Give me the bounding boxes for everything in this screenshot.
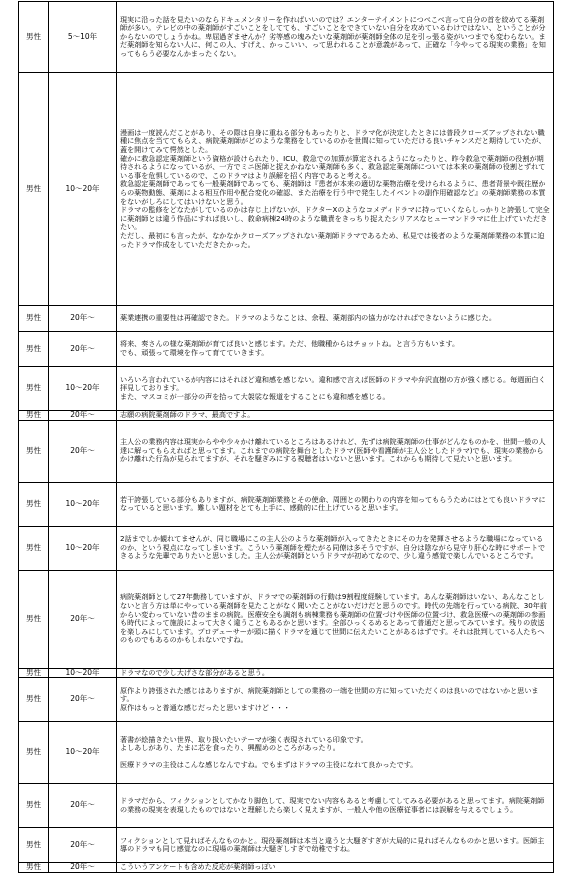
comment-paragraph: ただし、最初にも言ったが、なかなかクローズアップされない薬剤師ドラマであるため、私見では後者のような薬剤師業務の本質に迫ったドラマ作成をしていただきたかった。 (120, 230, 545, 249)
comment-text (117, 526, 554, 570)
comment-text (117, 784, 554, 828)
years-of-experience: 20年～ (49, 678, 117, 722)
comment-paragraph: ドラマだから、フィクションとしてかなり脚色して、現実でない内容もあると考慮してしてみる必要があると思ってます。病院薬剤師の業務の現実を表現したものではないと理解したら楽しく見えますが、一般人や他の医療従事者には誤解を与えるでしょう。 (120, 796, 545, 814)
comment-paragraph: 将来、奏さんの様な薬剤師が育てば良いと感じます。ただ、他職種からはチョットね。と言う方もいます。 (120, 339, 460, 349)
years-of-experience: 10～20年 (49, 722, 117, 784)
respondent-gender: 男性 (19, 784, 49, 828)
respondent-gender: 男性 (19, 678, 49, 722)
comment-text (117, 411, 554, 421)
years-of-experience: 20年～ (49, 863, 117, 873)
respondent-gender: 男性 (19, 2, 49, 73)
comment-paragraph: こういうアンケートも含めた反応が薬剤師っぽい (120, 862, 276, 872)
respondent-gender: 男性 (19, 482, 49, 526)
comment-paragraph: 漫画は一度読んだことがあり、その際は自身に重ねる部分もあったりと、ドラマ化が決定したときには普段クローズアップされない職種に焦点を当ててもらえ、病院薬剤師がどのような業務をしているのかを世間に知っていただける良いチャンスだと期待していたが、蓋を開けてみて愕然とした。 (120, 127, 546, 155)
years-of-experience: 10～20年 (49, 482, 117, 526)
table-row (19, 863, 554, 873)
comment-text (117, 2, 554, 73)
years-of-experience: 10～20年 (49, 668, 117, 678)
comment-paragraph: 著書が絵描きたい世界、取り扱いたいテーマが強く表現されている印象です。 (120, 734, 368, 744)
respondent-gender: 男性 (19, 828, 49, 863)
comment-paragraph: 原作はもっと普通な感じだったと思いますけど・・・ (120, 702, 291, 712)
comment-paragraph: 2話までしか観れてませんが、同じ職場にこの主人公のような薬剤師が入ってきたときにその力を発揮させるような職場になっているのか、という視点になってしまいます。こういう薬剤師を煙たがる同僚は多そうですが、自分は陰ながら見守り肝心な時にサポートできるような先輩でありたいと思いました。主人公が薬剤師というドラマが初めてなので、少し違う感覚で楽しんでいるところです。 (120, 534, 546, 561)
years-of-experience: 20年～ (49, 420, 117, 482)
comment-text (117, 367, 554, 411)
comment-paragraph: ドラマの監修をどなたがしているのかは存じ上げないが、ドクターXのようなコメディドラマに持っていくならしっかりと誇張して完全に薬剤師とは違う作品にすれば良いし、救命病棟24時のような職責をきっちり捉えたシリアスなヒューマンドラマに仕上げていただきたい。 (120, 205, 550, 232)
years-of-experience: 20年～ (49, 306, 117, 332)
table-row (19, 367, 554, 411)
years-of-experience: 10～20年 (49, 73, 117, 306)
comment-text (117, 420, 554, 482)
respondent-gender: 男性 (19, 722, 49, 784)
comment-text (117, 306, 554, 332)
comment-text (117, 73, 554, 306)
years-of-experience: 20年～ (49, 570, 117, 668)
comment-paragraph: 現実に沿った話を見たいのならドキュメンタリーを作ればいいのでは？エンターテイメントにつべこべ言って自分の首を絞めてる薬剤師が多い。テレビの中の薬剤師がすごいことをしてても、すごいことをできていない自分を攻めているわけではない、ということが分からないのでしょうかね。卑屈過ぎませんか？劣等感の塊みたいな薬剤師が薬剤師全体の足を引っ張る姿がいつまでも変わらない。まだ薬剤師を知らない人に、何この人、すげえ、かっこいい、って思われることが意義があって、正確な「今やってる現実の業務」を知ってもらう必要なんかまったくない。 (120, 14, 546, 58)
comment-text (117, 678, 554, 722)
table-row (19, 2, 554, 73)
respondent-gender: 男性 (19, 411, 49, 421)
table-row (19, 526, 554, 570)
comment-text (117, 722, 554, 784)
respondent-gender: 男性 (19, 863, 49, 873)
comment-paragraph: 病院薬剤師として27年勤務していますが、ドラマでの薬剤師の行動は9割程度経験しています。あんな薬剤師はいない、あんなことしないと言う方は単にやっている薬剤師を見たことがなく聞いたことがないだけだと思うのです。時代の先端を行っている病院、30年前からい変わっていない昔のままの病院。医療安全も調剤も病棟業務も薬剤師の位置づけや医師の位置づけ、救急医療への薬剤師の参画も時代によって施設によって大きく違うこともあるかと思います。全部ひっくるめるとあって普通だと思ってみています。残りの放送を楽しみにしています。プロデューサーが頭に描くドラマを通じて世間に伝えたいことがあるはずです。それは批判している人たちへのものでもあるのかもしれないですね。 (120, 592, 547, 645)
respondent-gender: 男性 (19, 420, 49, 482)
table-row (19, 306, 554, 332)
respondent-gender: 男性 (19, 332, 49, 367)
comment-text (117, 332, 554, 367)
survey-comments (18, 1, 553, 873)
table-row (19, 420, 554, 482)
table-row (19, 668, 554, 678)
comment-paragraph: いろいろ言われているが内容にはそれほど違和感を感じない。違和感で言えば医師のドラマや弁沢直樹の方が強く感じる。毎週面白く拝見しております。 (120, 374, 546, 393)
respondent-gender: 男性 (19, 367, 49, 411)
comment-paragraph: フィクションとして見ればそんなものかと。現役薬剤師は本当と違うと大騒ぎすぎが大局的に見ればそんなものかと思います。医師主導のドラマも同じ感覚なのに現場の薬剤師は大騒ぎしすぎで幼稚ですね。 (120, 835, 545, 854)
comment-paragraph: でも、頑張って環境を作って育てていきます。 (120, 348, 269, 357)
table-row (19, 678, 554, 722)
comment-text (117, 570, 554, 668)
table-row (19, 411, 554, 421)
comment-paragraph: 志願の病院薬剤師のドラマ、最高ですよ。 (120, 410, 255, 419)
comment-text (117, 482, 554, 526)
comment-paragraph: 救急認定薬剤師であっても一般薬剤師であっても、薬剤師は『患者が本来の適切な薬物治療を受けられるように、患者背景や既往歴からの薬物動態、薬剤による相互作用や配合変化の確認、また治療を行う中で発生したイベントの副作用確認など』の薬剤師業務の本質をないがしろにしてはいけないと思う。 (120, 179, 546, 206)
years-of-experience: 10～20年 (49, 526, 117, 570)
table-row (19, 570, 554, 668)
comment-text (117, 668, 554, 678)
years-of-experience: 20年～ (49, 332, 117, 367)
comment-paragraph: 薬業連携の重要性は再確認できた。ドラマのようなことは、余程、薬剤部内の協力がなければできないように感じた。 (120, 313, 496, 323)
comment-text (117, 863, 554, 873)
comment-paragraph: 主人公の業務内容は現実からやや少々かけ離れているところはあるけれど、先ずは病院薬剤師の仕事がどんなものかを、世間一般の人達に解ってもらえればと思ってます。これまでの病院を舞台としたドラマ(医師や看護師が主人公としたドラマ)でも、現実の業務からかけ離れた行為が見られてますが、それを騒ぎみにする視聴者はいないと思います。これからも期待して見たいと思います。 (120, 437, 546, 464)
years-of-experience: 5～10年 (49, 2, 117, 73)
comment-paragraph: 若干誇張している部分もありますが、病院薬剤師業務とその使命、周囲との関わりの内容を知ってもらうためにはとても良いドラマになっていると思います。難しい題材をとても上手に、感動的に仕上げていると思います。 (120, 494, 546, 513)
table-row (19, 784, 554, 828)
comment-paragraph: よしあしがあり、たまに芯を食ったり、興醒めのところがあったり。 (120, 743, 340, 753)
years-of-experience: 20年～ (49, 784, 117, 828)
table-row (19, 722, 554, 784)
comments-table (18, 1, 554, 873)
table-row (19, 332, 554, 367)
respondent-gender: 男性 (19, 306, 49, 332)
years-of-experience: 20年～ (49, 828, 117, 863)
comment-paragraph: 確かに救急認定薬剤師という資格が設けられたり、ICU、救急での加算が算定されるようになったりと、昨今救急で薬剤師の役割が期待されるようになっているが、一方でミニ医師と捉えかねない薬剤師も多く、救急認定薬剤師については本来の薬剤師の役割とずれている事を危惧しているので、このドラマはより誤解を招く内容であると考える。 (120, 153, 546, 180)
respondent-gender: 男性 (19, 73, 49, 306)
comment-paragraph: 原作より誇張された感じはありますが、病院薬剤師としての業務の一端を世間の方に知っていただくのは良いのではないかと思います。 (120, 685, 539, 704)
respondent-gender: 男性 (19, 570, 49, 668)
years-of-experience: 20年～ (49, 411, 117, 421)
comments-table-body (19, 2, 554, 873)
comment-paragraph: ドラマなので少し大げさな部分があると思う。 (120, 667, 269, 677)
table-row (19, 73, 554, 306)
years-of-experience: 10～20年 (49, 367, 117, 411)
comment-paragraph: また、マスコミが一部分の声を拾って大袈裟な報道をすることにも違和感を感じる。 (120, 391, 390, 401)
respondent-gender: 男性 (19, 668, 49, 678)
table-row (19, 828, 554, 863)
comment-text (117, 828, 554, 863)
table-row (19, 482, 554, 526)
respondent-gender: 男性 (19, 526, 49, 570)
comment-paragraph: 医療ドラマの主役はこんな感じなんですね。でもまずはドラマの主役になれて良かったです。 (120, 760, 418, 770)
